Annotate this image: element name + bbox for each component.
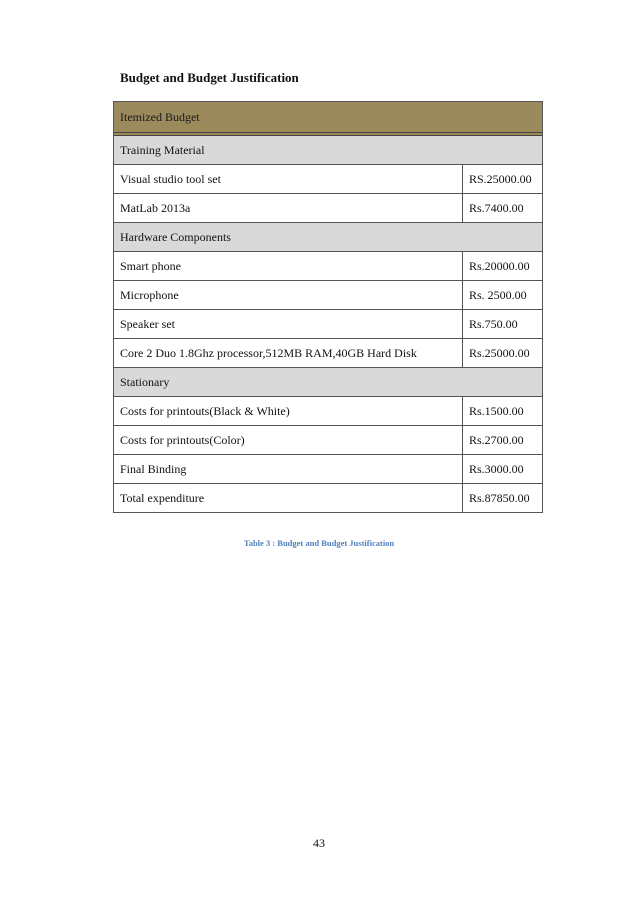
item-name: Microphone	[114, 281, 463, 309]
item-name: Costs for printouts(Color)	[114, 426, 463, 454]
item-name: Total expenditure	[114, 484, 463, 512]
table-row	[114, 426, 542, 455]
table-row	[114, 252, 542, 281]
item-cost: Rs.1500.00	[469, 403, 524, 418]
page-number: 43	[313, 836, 325, 850]
budget-table	[113, 101, 543, 513]
table-row	[114, 455, 542, 484]
item-cost: Rs. 2500.00	[469, 287, 527, 302]
item-name: Core 2 Duo 1.8Ghz processor,512MB RAM,40GB Hard Disk	[114, 339, 463, 367]
section-heading: Budget and Budget Justification	[120, 70, 299, 85]
table-row	[114, 339, 542, 368]
item-cost: Rs.750.00	[469, 316, 518, 331]
item-name: Final Binding	[114, 455, 463, 483]
section-title: Stationary	[120, 374, 170, 389]
table-row	[114, 165, 542, 194]
item-cost: Rs.2700.00	[469, 432, 524, 447]
section-row-stationary	[114, 368, 542, 397]
table-row	[114, 281, 542, 310]
section-row-hardware	[114, 223, 542, 252]
item-cost: Rs.87850.00	[469, 490, 530, 505]
section-row-training	[114, 136, 542, 165]
table-caption: Table 3 : Budget and Budget Justification	[243, 538, 395, 548]
item-name: Smart phone	[114, 252, 463, 280]
table-row	[114, 194, 542, 223]
item-cost: Rs.3000.00	[469, 461, 524, 476]
item-name: Costs for printouts(Black & White)	[114, 397, 463, 425]
item-cost: Rs.7400.00	[469, 200, 524, 215]
item-cost: Rs.20000.00	[469, 258, 530, 273]
table-row	[114, 310, 542, 339]
table-header-row	[114, 102, 542, 136]
table-header-cell: Itemized Budget	[120, 109, 200, 124]
table-row-total	[114, 484, 542, 513]
item-name: MatLab 2013a	[114, 194, 463, 222]
item-name: Speaker set	[114, 310, 463, 338]
item-cost: Rs.25000.00	[469, 345, 530, 360]
item-name: Visual studio tool set	[114, 165, 463, 193]
table-row	[114, 397, 542, 426]
item-cost: RS.25000.00	[469, 171, 532, 186]
section-title: Training Material	[120, 142, 205, 157]
section-title: Hardware Components	[120, 229, 231, 244]
